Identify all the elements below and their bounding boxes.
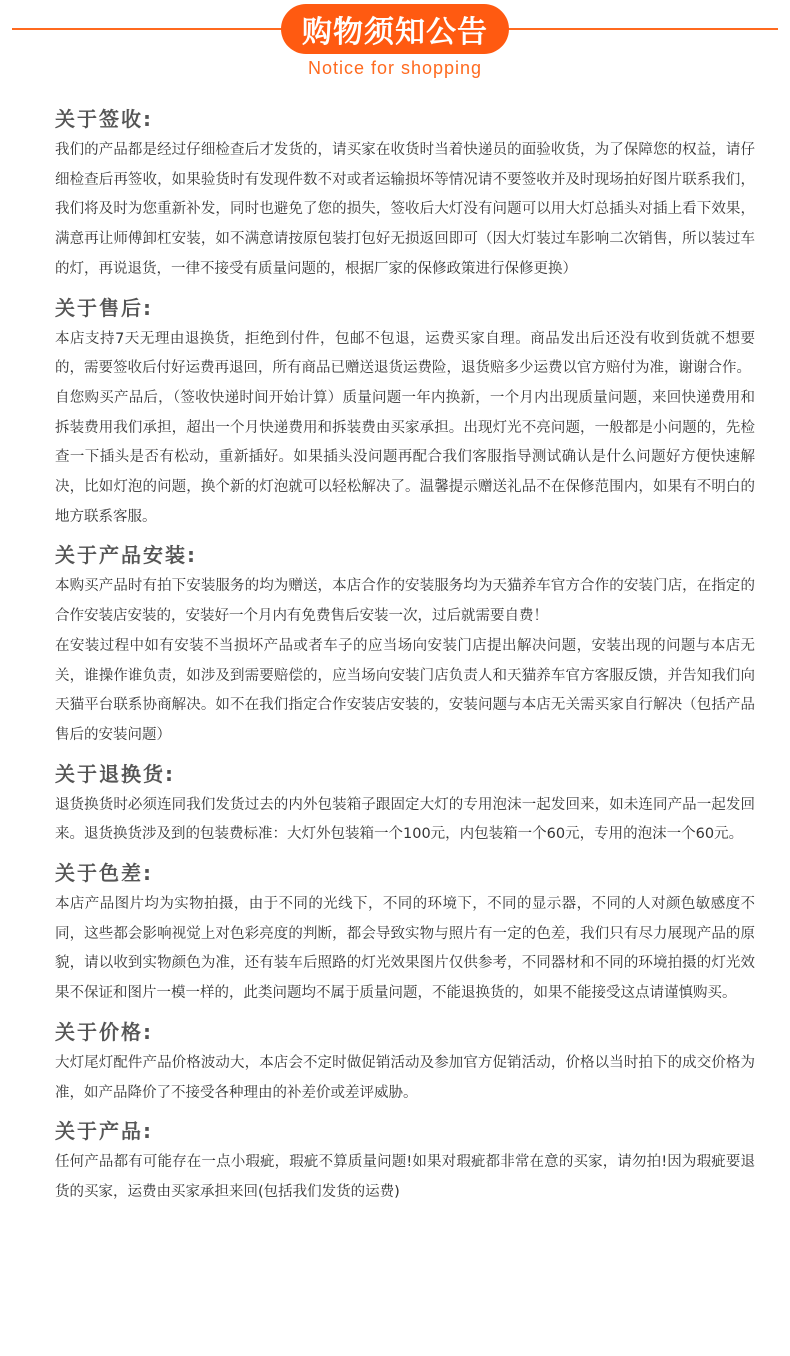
section-paragraph: 在安装过程中如有安装不当损坏产品或者车子的应当场向安装门店提出解决问题，安装出现的问题与本店无关，谁操作谁负责，如涉及到需要赔偿的，应当场向安装门店负责人和天猫养车官方客服反馈，并告知我们向天猫平台联系协商解决。如不在我们指定合作安装店安装的，安装问题与本店无关需买家自行解决（包括产品售后的安装问题） xyxy=(55,637,755,743)
notice-subtitle: Notice for shopping xyxy=(307,58,483,78)
section-paragraph: 我们的产品都是经过仔细检查后才发货的，请买家在收货时当着快递员的面验收货，为了保障您的权益，请仔细检查后再签收，如果验货时有发现件数不对或者运输损坏等情况请不要签收并及时现场拍好图片联系我们，我们将及时为您重新补发，同时也避免了您的损失，签收后大灯没有问题可以用大灯总插头对插上看下效果，满意再让师傅卸杠安装，如不满意请按原包装打包好无损返回即可（因大灯装过车影响二次销售，所以装过车的灯，再说退货，一律不接受有质量问题的，根据厂家的保修政策进行保修更换） xyxy=(55,142,755,277)
notice-title-badge: 购物须知公告 xyxy=(281,4,509,54)
notice-header xyxy=(0,0,790,92)
section-title: 关于产品安装: xyxy=(55,543,197,568)
section-title: 关于售后: xyxy=(55,295,153,320)
section-paragraph: 任何产品都有可能存在一点小瑕疵，瑕疵不算质量问题!如果对瑕疵都非常在意的买家，请勿拍!因为瑕疵要退货的买家，运费由买家承担来回(包括我们发货的运费) xyxy=(55,1154,755,1200)
section-signing xyxy=(55,104,755,285)
section-product xyxy=(55,1116,755,1207)
section-paragraph: 本购买产品时有拍下安装服务的均为赠送，本店合作的安装服务均为天猫养车官方合作的安装门店，在指定的合作安装店安装的，安装好一个月内有免费售后安装一次，过后就需要自费！ xyxy=(55,578,755,625)
header-divider-left xyxy=(12,28,287,30)
section-title: 关于退换货: xyxy=(55,761,175,786)
section-paragraph: 本店产品图片均为实物拍摄，由于不同的光线下，不同的环境下，不同的显示器，不同的人对颜色敏感度不同，这些都会影响视觉上对色彩亮度的判断，都会导致实物与照片有一定的色差，我们只有尽力展现产品的原貌，请以收到实物颜色为准，还有装车后照路的灯光效果图片仅供参考，不同器材和不同的环境拍摄的灯光效果不保证和图片一模一样的，此类问题均不属于质量问题，不能退换货的，如果不能接受这点请谨慎购买。 xyxy=(55,896,755,1002)
notice-content xyxy=(55,104,755,1216)
section-installation xyxy=(55,540,755,750)
section-paragraph: 本店支持7天无理由退换货，拒绝到付件，包邮不包退，运费买家自理。商品发出后还没有收到货就不想要的，需要签收后付好运费再退回，所有商品已赠送退货运费险，退货赔多少运费以官方赔付为准，谢谢合作。 xyxy=(55,330,755,377)
section-title: 关于价格: xyxy=(55,1019,153,1044)
section-color-difference xyxy=(55,858,755,1009)
header-divider-right xyxy=(503,28,778,30)
section-returns xyxy=(55,759,755,850)
section-paragraph: 自您购买产品后，（签收快递时间开始计算）质量问题一年内换新，一个月内出现质量问题，来回快递费用和拆装费用我们承担，超出一个月快递费用和拆装费由买家承担。出现灯光不亮问题，一般都是小问题的，先检查一下插头是否有松动，重新插好。如果插头没问题再配合我们客服指导测试确认是什么问题好方便快速解决，比如灯泡的问题，换个新的灯泡就可以轻松解决了。温馨提示赠送礼品不在保修范围内，如果有不明白的地方联系客服。 xyxy=(55,389,755,525)
section-title: 关于色差: xyxy=(55,861,153,886)
section-title: 关于签收: xyxy=(55,107,153,131)
section-paragraph: 退货换货时必须连同我们发货过去的内外包装箱子跟固定大灯的专用泡沫一起发回来，如未连同产品一起发回来。退货换货涉及到的包装费标准：大灯外包装箱一个100元，内包装箱一个60元，专用的泡沫一个60元。 xyxy=(55,796,755,843)
section-after-sales xyxy=(55,293,755,533)
section-title: 关于产品: xyxy=(55,1119,153,1144)
section-paragraph: 大灯尾灯配件产品价格波动大，本店会不定时做促销活动及参加官方促销活动，价格以当时拍下的成交价格为准，如产品降价了不接受各种理由的补差价或差评威胁。 xyxy=(55,1054,755,1101)
section-price xyxy=(55,1017,755,1108)
